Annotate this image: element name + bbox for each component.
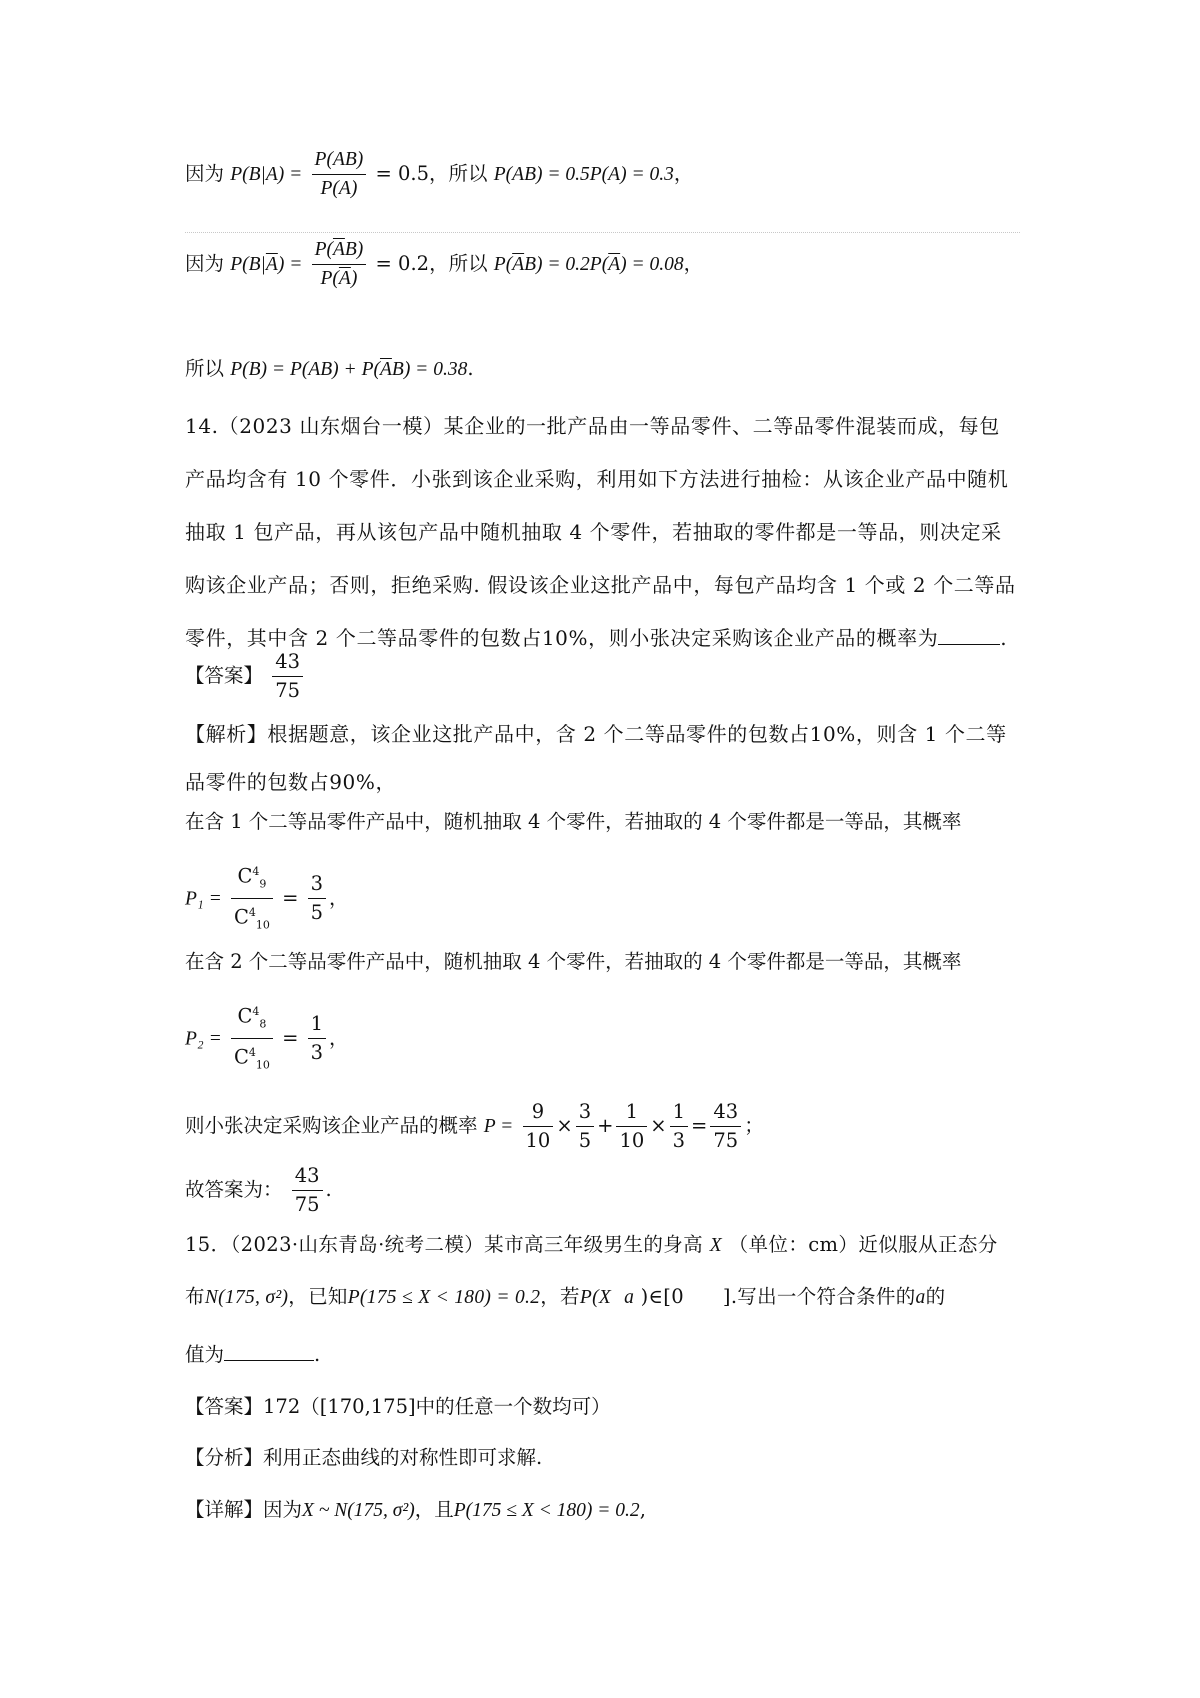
fraction-numerator: 43	[710, 1100, 741, 1127]
formula: P(B|A) =	[230, 164, 303, 185]
dotted-divider	[185, 232, 1020, 233]
text: ].写出一个符合条件的	[722, 1285, 916, 1308]
text: 10	[255, 1058, 270, 1072]
solution-line-1	[185, 148, 693, 201]
text: 因为	[263, 1498, 303, 1521]
analysis-text: 根据题意，该企业这批产品中，含 2 个二等品零件的包数占10%，则含 1 个二等品零件的包数占90%，	[185, 722, 1007, 794]
fraction-denominator	[231, 899, 273, 937]
overline-a: $\overline{A}$	[332, 239, 345, 260]
fraction-numerator: P(AB)	[312, 148, 367, 175]
text: .	[467, 357, 474, 380]
fraction-denominator: 75	[275, 679, 301, 702]
text: ，且	[414, 1498, 454, 1521]
text: 4	[252, 865, 260, 878]
p2-formula	[185, 1000, 349, 1078]
formula: a	[915, 1287, 926, 1308]
text: P(	[320, 268, 339, 289]
text: )	[350, 268, 358, 289]
formula: P(175 ≤ X < 180) = 0.2	[347, 1287, 541, 1308]
formula: [170,175]	[319, 1395, 416, 1418]
text: .	[314, 1343, 321, 1366]
overline-a: $\overline{A}$	[265, 254, 278, 275]
fraction	[576, 1100, 594, 1153]
fraction-numerator: 1	[616, 1100, 647, 1127]
p1-text	[185, 808, 961, 836]
formula: P =	[483, 1116, 514, 1137]
text: ) = 0.08	[620, 254, 684, 275]
answer-blank	[224, 1359, 314, 1361]
fraction	[312, 148, 367, 201]
answer-line	[185, 650, 306, 703]
overline-a: $\overline{A}$	[338, 268, 351, 289]
fraction-denominator: P(A)	[320, 178, 358, 199]
fraction	[292, 1164, 323, 1217]
fraction-denominator: 10	[525, 1129, 551, 1152]
formula: = 0.2	[375, 252, 430, 275]
fraction-denominator: 5	[310, 901, 324, 925]
text: C	[237, 864, 253, 888]
fraction	[312, 238, 367, 291]
fraction-numerator	[231, 860, 273, 899]
fraction	[308, 1012, 326, 1065]
text: 8	[259, 1017, 267, 1031]
detail-label: 【详解】	[185, 1498, 264, 1521]
final-probability	[185, 1100, 764, 1153]
answer-15	[185, 1393, 611, 1421]
solution-line-3	[185, 355, 474, 384]
text: ×	[556, 1114, 573, 1137]
fraction-numerator	[312, 238, 367, 265]
answer-label: 【答案】	[185, 1395, 264, 1418]
formula: P(AB) = 0.5P(A) = 0.3	[493, 164, 674, 185]
formula: P(175 ≤ X < 180) = 0.2	[453, 1500, 640, 1521]
formula: P₁ =	[185, 888, 222, 910]
fraction-denominator: 3	[310, 1041, 324, 1065]
analysis-15	[185, 1444, 542, 1472]
text: B)	[344, 239, 364, 260]
text: 利用正态曲线的对称性即可求解.	[263, 1446, 543, 1469]
question-text: 15．（2023·山东青岛·统考二模）某市高三年级男生的身高	[185, 1233, 704, 1256]
formula: a	[624, 1287, 635, 1308]
formula	[230, 254, 302, 275]
text: ，	[683, 252, 704, 275]
text: 因为	[185, 162, 225, 185]
fraction	[616, 1100, 647, 1153]
fraction-numerator	[231, 1000, 273, 1039]
text: ，	[329, 886, 349, 910]
text: 10	[255, 918, 270, 932]
text: ，已知	[288, 1285, 348, 1308]
formula: )∈[0	[640, 1285, 684, 1308]
text: .	[1000, 626, 1008, 650]
question-15-line-1	[185, 1231, 998, 1260]
text: 172（	[263, 1395, 320, 1418]
fraction	[710, 1100, 741, 1153]
text: P(	[314, 239, 333, 260]
solution-line-2	[185, 238, 703, 291]
text: C	[233, 1045, 249, 1069]
fraction-numerator: 3	[308, 872, 326, 899]
text: 在含 1 个二等品零件产品中，随机抽取 4 个零件，若抽取的 4 个零件都是一等品，其概率	[185, 810, 962, 833]
question-text: 14.（2023 山东烟台一模）某企业的一批产品由一等品零件、二等品零件混装而成，每包产品均含有 10 个零件．小张到该企业采购，利用如下方法进行抽检：从该企业产品中随机抽取 1 包产品，再从该包产品中随机抽取 4 个零件，若抽取的零件都是一等品，则决定采购该企业产品；否则，拒绝采购. 假设该企业这批产品中，每包产品均含 1 个或 2 个二等品零件，其中含 2 个二等品零件的包数占10%，则小张决定采购该企业产品的概率为	[185, 414, 1016, 650]
answer-label: 【答案】	[185, 664, 264, 687]
fraction-denominator: 10	[619, 1129, 645, 1152]
fraction-denominator	[312, 265, 367, 291]
answer-fraction	[272, 650, 303, 703]
text: ,	[639, 1498, 646, 1521]
text: ) =	[277, 254, 303, 275]
text	[249, 901, 270, 937]
fraction-numerator: 1	[308, 1012, 326, 1039]
fraction	[231, 860, 273, 938]
fraction-numerator: 43	[272, 650, 303, 677]
fraction-denominator: 75	[294, 1193, 320, 1216]
question-15-line-2	[185, 1283, 945, 1312]
text: B) = 0.38	[391, 359, 468, 380]
formula: P(X	[579, 1287, 612, 1308]
text: 因为	[185, 252, 225, 275]
text: 9	[259, 877, 267, 891]
fraction-denominator: 75	[713, 1129, 739, 1152]
text: 的	[925, 1285, 946, 1308]
text: C	[233, 905, 249, 929]
text: C	[237, 1004, 253, 1028]
text: 4	[248, 1046, 256, 1060]
formula	[494, 254, 684, 275]
text: 所以	[185, 357, 225, 380]
overline-a: $\overline{A}$	[512, 254, 525, 275]
fraction	[523, 1100, 554, 1153]
text: 中的任意一个数均可）	[415, 1395, 611, 1418]
text: P(	[493, 254, 513, 275]
text: 则小张决定采购该企业产品的概率	[185, 1114, 478, 1137]
text: +	[597, 1114, 614, 1137]
formula	[230, 359, 467, 380]
fraction	[231, 1000, 273, 1078]
text	[252, 1000, 266, 1036]
fraction	[308, 872, 326, 925]
text: =	[691, 1114, 708, 1137]
text	[249, 1041, 270, 1077]
fraction-numerator: 3	[576, 1100, 594, 1127]
text: P(B|	[230, 254, 266, 275]
p2-text	[185, 948, 961, 976]
text: 布	[185, 1285, 205, 1308]
fraction-numerator: 9	[523, 1100, 554, 1127]
fraction-denominator: 3	[672, 1129, 686, 1152]
question-14	[185, 400, 1020, 665]
p1-formula	[185, 860, 349, 938]
text: ，若	[540, 1285, 580, 1308]
overline-a: $\overline{A}$	[608, 254, 621, 275]
fraction-numerator: 43	[292, 1164, 323, 1191]
analysis-14	[185, 710, 1020, 806]
text: 故答案为：	[185, 1178, 283, 1201]
text: ；	[744, 1114, 764, 1137]
text: ，所以	[429, 252, 488, 275]
text: 4	[252, 1005, 260, 1018]
analysis-label: 【分析】	[185, 1446, 264, 1469]
text: 值为	[185, 1343, 225, 1366]
fraction-numerator: 1	[670, 1100, 688, 1127]
text: P(B) = P(AB) + P(	[230, 359, 380, 380]
fraction-denominator: 5	[578, 1129, 592, 1152]
text: ，	[673, 162, 694, 185]
text: ，所以	[429, 162, 488, 185]
analysis-label: 【解析】	[185, 722, 268, 746]
formula: X	[709, 1235, 723, 1256]
text: （单位：cm）近似服从正态分	[728, 1233, 998, 1256]
text: 在含 2 个二等品零件产品中，随机抽取 4 个零件，若抽取的 4 个零件都是一等品，其概率	[185, 950, 962, 973]
text: .	[325, 1178, 332, 1201]
text: B) = 0.2P(	[524, 254, 609, 275]
conclusion	[185, 1164, 332, 1217]
text: ，	[329, 1026, 349, 1050]
text	[252, 860, 266, 896]
fraction	[670, 1100, 688, 1153]
fraction-denominator	[231, 1039, 273, 1077]
detail-15	[185, 1496, 646, 1525]
text: =	[282, 886, 299, 910]
formula: = 0.5	[375, 162, 430, 185]
formula: X ~ N(175, σ²)	[302, 1500, 415, 1521]
formula: P₂ =	[185, 1028, 222, 1050]
text: 4	[248, 906, 256, 920]
text: =	[282, 1026, 299, 1050]
answer-blank	[938, 643, 1000, 645]
overline-a: $\overline{A}$	[379, 359, 392, 380]
formula: N(175, σ²)	[204, 1287, 289, 1308]
text: ×	[650, 1114, 667, 1137]
question-15-line-3	[185, 1341, 320, 1369]
